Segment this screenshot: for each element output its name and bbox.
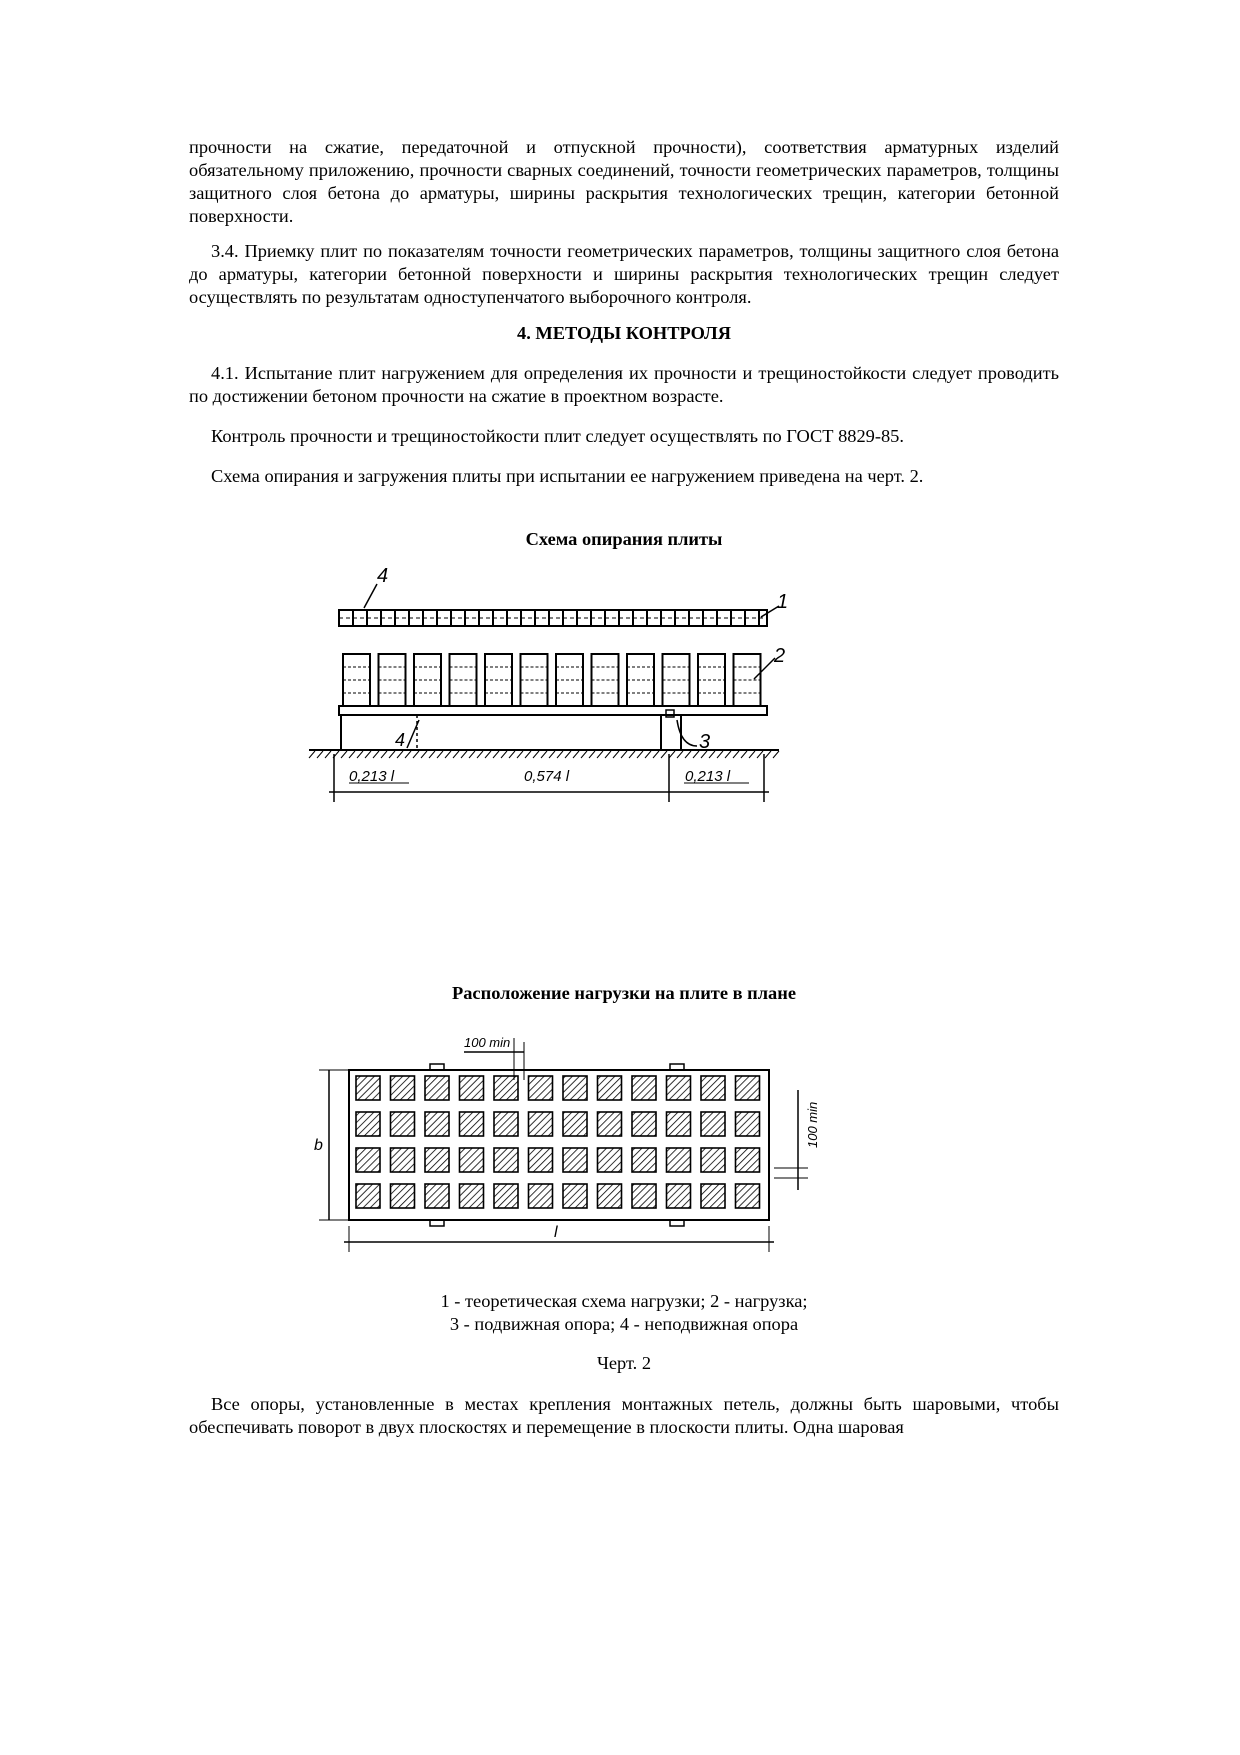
figure2-title: Расположение нагрузки на плите в плане [452,983,796,1003]
label-4: 4 [395,730,406,750]
paragraph-continuation: прочности на сжатие, передаточной и отпускной прочности), соответствия арматурных изделий обязательному приложению, прочности сварных соединений, точности геометрических параметров, толщины защитного слоя бетона до арматуры, ширины раскрытия технологических трещин, категории бетонной поверхности. [189,137,1059,226]
dim-right: 0,213 l [685,768,731,785]
paragraph-scheme: Схема опирания и загружения плиты при испытании ее нагружением приведена на черт. 2. [211,466,924,486]
dim-bottom: l [554,1224,558,1241]
dim-left-vertical: b [314,1137,323,1154]
label-1: 1 [777,591,789,613]
label-3: 3 [699,731,711,753]
load-plan-drawing [314,1030,820,1255]
paragraph-last: Все опоры, установленные в местах крепления монтажных петель, должны быть шаровыми, чтобы обеспечивать поворот в двух плоскостях и перемещение в плоскости плиты. Одна шаровая [189,1394,1059,1437]
dim-top: 100 min [464,1035,511,1050]
paragraph-3-4: 3.4. Приемку плит по показателям точности геометрических параметров, толщины защитного слоя бетона до арматуры, категории бетонной поверхности и ширины раскрытия технологических трещин следует осуществлять по результатам одноступенчатого выборочного контроля. [189,241,1059,307]
section-title: 4. МЕТОДЫ КОНТРОЛЯ [517,323,731,343]
legend-line-2: 3 - подвижная опора; 4 - неподвижная опора [449,1314,799,1334]
paragraph-control: Контроль прочности и трещиностойкости плит следует осуществлять по ГОСТ 8829-85. [211,426,904,446]
slab [339,706,767,715]
figure1-title: Схема опирания плиты [525,529,723,549]
dim-middle: 0,574 l [524,768,570,785]
movable-support [661,715,681,750]
figure-caption: Черт. 2 [596,1353,652,1373]
dim-right-vertical: 100 min [805,1101,820,1148]
label-4-top: 4 [377,565,389,587]
legend-line-1: 1 - теоретическая схема нагрузки; 2 - нагрузка; [440,1291,808,1311]
support-scheme-drawing [309,562,809,812]
load-grid [356,1076,760,1208]
paragraph-4-1: 4.1. Испытание плит нагружением для определения их прочности и трещиностойкости следует проводить по достижении бетоном прочности на сжатие в проектном возрасте. [189,363,1059,406]
label-2: 2 [774,645,786,667]
load-blocks [343,654,761,706]
dim-left: 0,213 l [349,768,395,785]
load-strip [339,610,767,626]
